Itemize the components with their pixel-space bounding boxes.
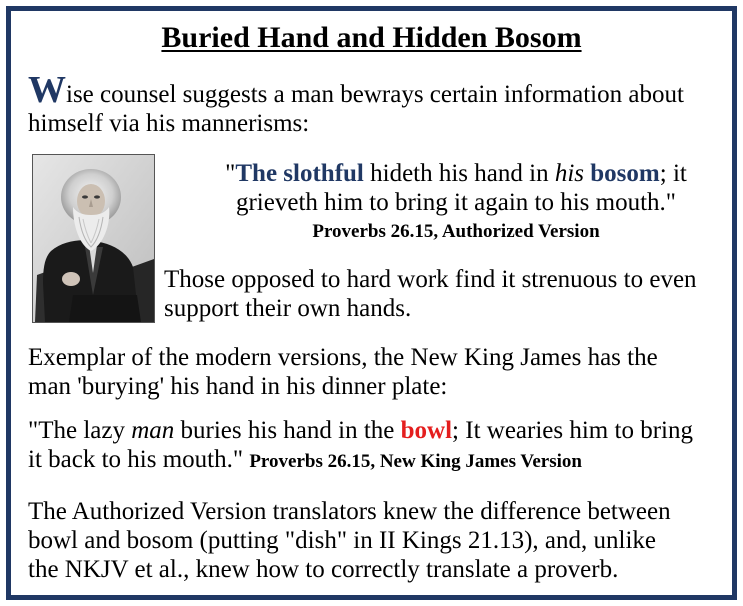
nkjv-part-3: ; It wearies him to bring bbox=[452, 417, 693, 444]
bearded-man-portrait bbox=[32, 154, 155, 323]
page-title: Buried Hand and Hidden Bosom bbox=[161, 21, 582, 54]
conclusion-line-2: bowl and bosom (putting "dish" in II Kings 21.13), and, unlike bbox=[28, 527, 657, 554]
nkjv-line-2: it back to his mouth." bbox=[28, 446, 244, 473]
modern-versions-paragraph bbox=[28, 343, 733, 401]
bordered-panel bbox=[6, 6, 737, 600]
commentary-line-2: support their own hands. bbox=[164, 295, 412, 322]
intro-paragraph bbox=[28, 69, 728, 138]
nkjv-bowl: bowl bbox=[400, 417, 453, 444]
modern-line-1: Exemplar of the modern versions, the New King James has the bbox=[28, 344, 658, 371]
nkjv-citation: Proverbs 26.15, New King James Version bbox=[249, 451, 582, 472]
nkjv-part-2: buries his hand in the bbox=[174, 417, 401, 444]
nkjv-part-1: "The lazy bbox=[28, 417, 132, 444]
dropcap-letter: W bbox=[28, 69, 66, 111]
modern-line-2: man 'burying' his hand in his dinner plate: bbox=[28, 373, 448, 400]
intro-line-1: ise counsel suggests a man bewrays certain information about bbox=[66, 81, 684, 108]
intro-line-2: himself via his mannerisms: bbox=[28, 110, 310, 137]
authorized-version-citation: Proverbs 26.15, Authorized Version bbox=[312, 221, 600, 242]
conclusion-paragraph bbox=[28, 497, 733, 584]
commentary-line-1: Those opposed to hard work find it strenuous to even bbox=[164, 266, 697, 293]
authorized-version-quote bbox=[161, 159, 743, 217]
quote-his-italic: his bbox=[554, 160, 585, 187]
conclusion-line-1: The Authorized Version translators knew the difference between bbox=[28, 498, 671, 525]
quote-open-mark: " bbox=[225, 160, 236, 187]
portrait-photo-icon bbox=[33, 155, 154, 322]
nkjv-man-italic: man bbox=[131, 417, 175, 444]
quote-subject-slothful: The slothful bbox=[235, 160, 364, 187]
commentary-paragraph bbox=[164, 265, 734, 323]
quote-line1-end: ; it bbox=[659, 160, 687, 187]
quote-part-1: hideth his hand in bbox=[363, 160, 555, 187]
conclusion-line-3: the NKJV et al., knew how to correctly translate a proverb. bbox=[28, 556, 619, 583]
nkjv-quote-paragraph bbox=[28, 416, 733, 476]
quote-bosom: bosom bbox=[590, 160, 660, 187]
quote-line-2: grieveth him to bring it again to his mouth." bbox=[235, 189, 676, 216]
